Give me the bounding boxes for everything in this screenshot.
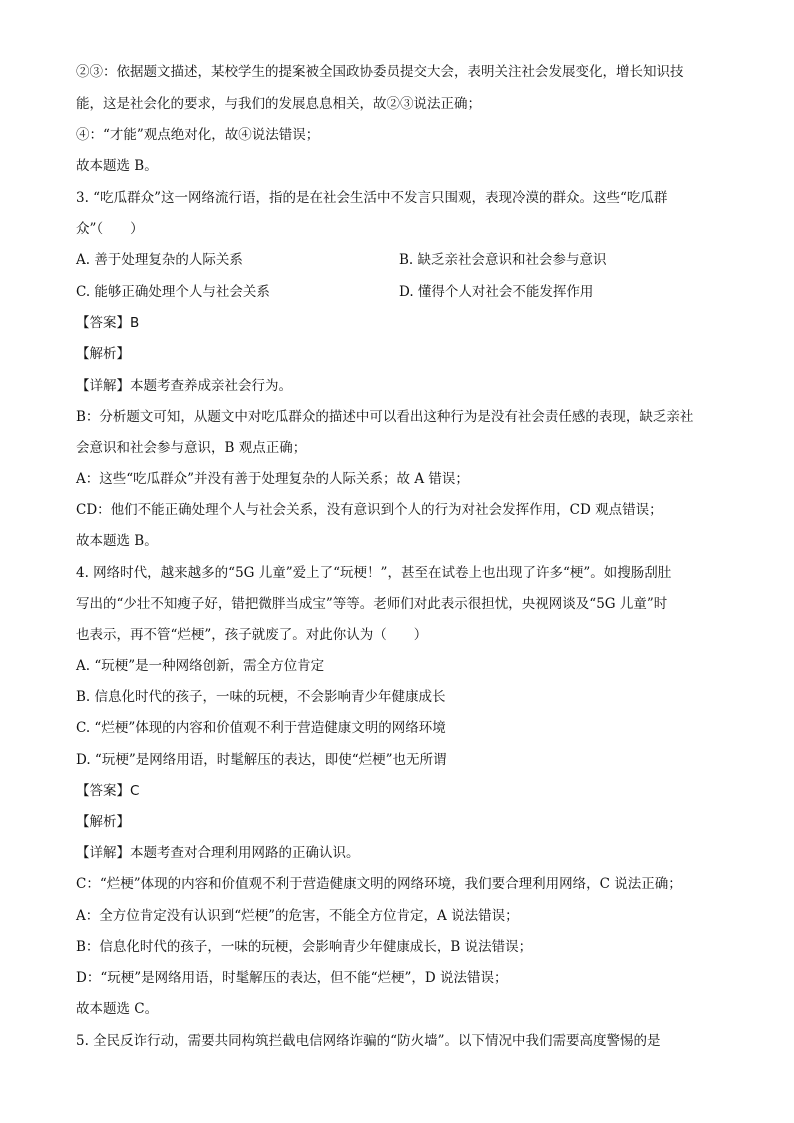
- analysis-label: 【解析】: [76, 814, 130, 830]
- text-line: B：分析题文可知，从题文中对吃瓜群众的描述中可以看出这种行为是没有社会责任感的表现，缺乏亲社: [76, 409, 694, 425]
- question-4-stem-cont: 也表示，再不管“烂梗”，孩子就废了。对此你认为（ ）: [76, 627, 428, 643]
- text-line: D：“玩梗”是网络用语，时髦解压的表达，但不能“烂梗”，D 说法错误；: [76, 970, 508, 986]
- option-d: D. “玩梗”是网络用语，时髦解压的表达，即使“烂梗”也无所谓: [76, 752, 447, 768]
- text-line: A：这些“吃瓜群众”并没有善于处理复杂的人际关系；故 A 错误；: [76, 471, 469, 487]
- option-a: A. “玩梗”是一种网络创新，需全方位肯定: [76, 658, 325, 674]
- option-c: C. “烂梗”体现的内容和价值观不利于营造健康文明的网络环境: [76, 720, 446, 736]
- text-line: ②③：依据题文描述，某校学生的提案被全国政协委员提交大会，表明关注社会发展变化，增长知识技: [76, 64, 684, 80]
- question-4-stem: 4. 网络时代，越来越多的“5G 儿童”爱上了“玩梗！”，甚至在试卷上也出现了许多“梗”。如搜肠刮肚: [76, 565, 672, 581]
- text-line: 能，这是社会化的要求，与我们的发展息息相关，故②③说法正确；: [76, 96, 481, 112]
- text-line: 故本题选 B。: [76, 158, 158, 174]
- detail-line: 【详解】本题考查养成亲社会行为。: [76, 378, 292, 394]
- option-b: B. 缺乏亲社会意识和社会参与意识: [399, 252, 607, 268]
- text-line: C：“烂梗”体现的内容和价值观不利于营造健康文明的网络环境，我们要合理利用网络，C 说法正确；: [76, 876, 682, 892]
- answer-label: 【答案】C: [76, 783, 140, 799]
- question-4-stem-cont: 写出的“少壮不知瘦子好，错把微胖当成宝”等等。老师们对此表示很担忧，央视网谈及“5G 儿童”时: [76, 596, 668, 612]
- detail-line: 【详解】本题考查对合理利用网路的正确认识。: [76, 845, 360, 861]
- answer-label: 【答案】B: [76, 315, 140, 331]
- text-line: CD：他们不能正确处理个人与社会关系，没有意识到个人的行为对社会发挥作用，CD 观点错误；: [76, 502, 663, 518]
- option-a: A. 善于处理复杂的人际关系: [76, 252, 243, 268]
- text-line: ④：“才能”观点绝对化，故④说法错误；: [76, 127, 320, 143]
- option-c: C. 能够正确处理个人与社会关系: [76, 284, 270, 300]
- option-b: B. 信息化时代的孩子，一味的玩梗，不会影响青少年健康成长: [76, 689, 446, 705]
- text-line: 会意识和社会参与意识，B 观点正确；: [76, 440, 307, 456]
- question-5-stem: 5. 全民反诈行动，需要共同构筑拦截电信网络诈骗的“防火墙”。以下情况中我们需要高度警惕的是: [76, 1033, 661, 1049]
- text-line: 故本题选 C。: [76, 1001, 159, 1017]
- option-d: D. 懂得个人对社会不能发挥作用: [399, 284, 594, 300]
- text-line: 故本题选 B。: [76, 533, 158, 549]
- analysis-label: 【解析】: [76, 346, 130, 362]
- text-line: A：全方位肯定没有认识到“烂梗”的危害，不能全方位肯定，A 说法错误；: [76, 908, 519, 924]
- question-3-stem: 3. “吃瓜群众”这一网络流行语，指的是在社会生活中不发言只围观，表现冷漠的群众。这些“吃瓜群: [76, 190, 668, 206]
- question-3-stem-cont: 众”（ ）: [76, 221, 144, 237]
- text-line: B：信息化时代的孩子，一味的玩梗，会影响青少年健康成长，B 说法错误；: [76, 939, 533, 955]
